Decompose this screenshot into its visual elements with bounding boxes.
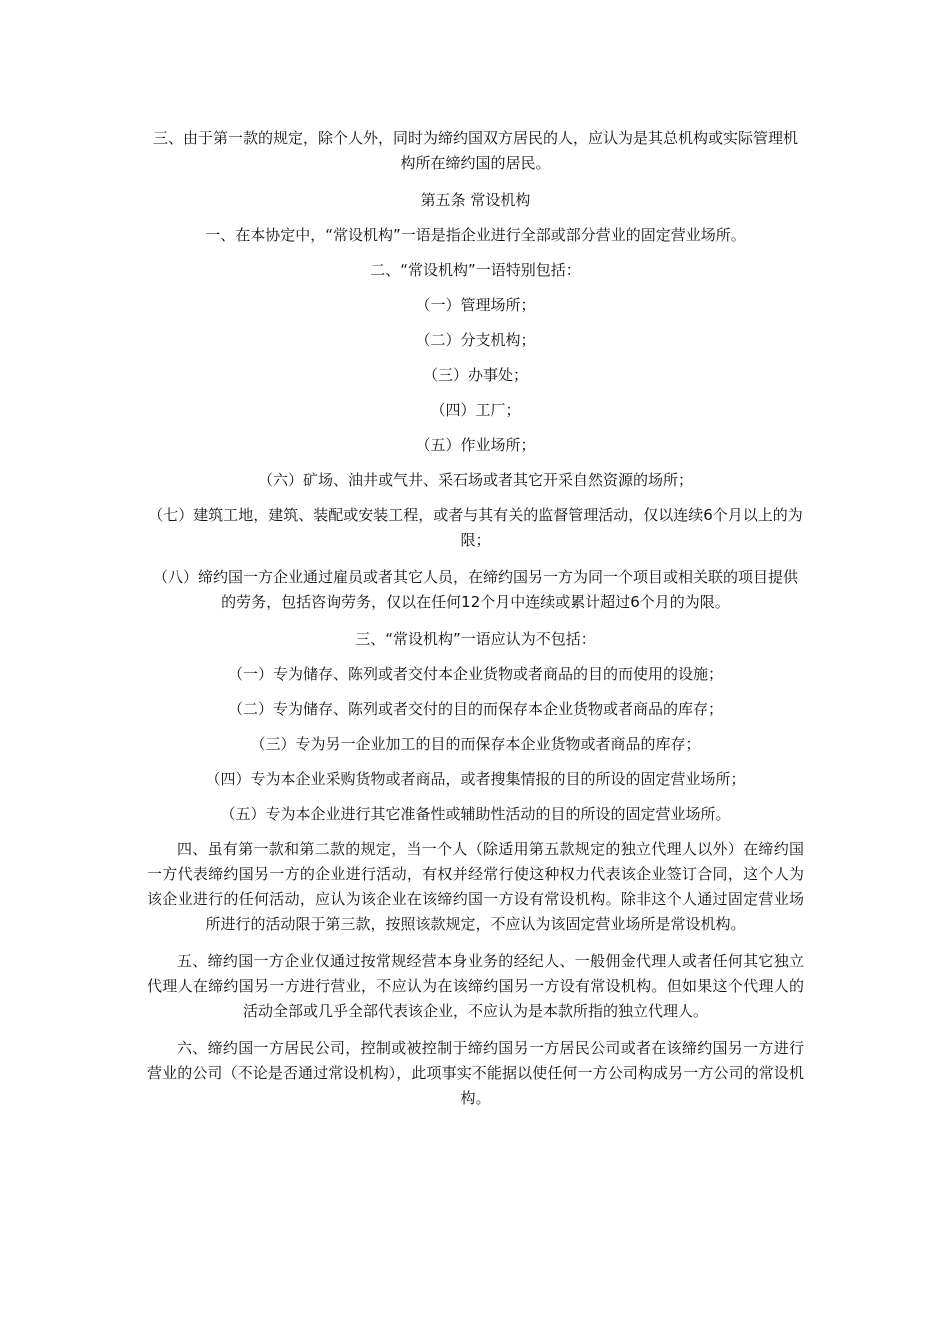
list-item-storage-stock: （二）专为储存、陈列或者交付的目的而保存本企业货物或者商品的库存； — [227, 700, 723, 718]
list-item-processing-stock: （三）专为另一企业加工的目的而保存本企业货物或者商品的库存； — [250, 735, 701, 753]
list-item-management-place: （一）管理场所； — [415, 296, 536, 314]
list-item-construction-site: （七）建筑工地，建筑、装配或安装工程，或者与其有关的监督管理活动，仅以连续6个月以上的为限； — [148, 506, 803, 549]
paragraph-pe-includes-heading: 二、“常设机构”一语特别包括： — [370, 261, 581, 279]
list-item-purchasing-place: （四）专为本企业采购货物或者商品，或者搜集情报的目的所设的固定营业场所； — [205, 770, 746, 788]
list-item-auxiliary-place: （五）专为本企业进行其它准备性或辅助性活动的目的所设的固定营业场所。 — [220, 805, 731, 823]
paragraph-dependent-agent: 四、虽有第一款和第二款的规定，当一个人（除适用第五款规定的独立代理人以外）在缔约国一方代表缔约国另一方的企业进行活动，有权并经常行使这种权力代表该企业签订合同，这个人为该企业进行的任何活动，应认为该企业在该缔约国一方设有常设机构。除非这个人通过固定营业场所进行的活动限于第三款，按照该款规定，不应认为该固定营业场所是常设机构。 — [147, 840, 804, 933]
list-item-storage-facility: （一）专为储存、陈列或者交付本企业货物或者商品的目的而使用的设施； — [227, 665, 723, 683]
paragraph-pe-definition: 一、在本协定中，“常设机构”一语是指企业进行全部或部分营业的固定营业场所。 — [205, 226, 746, 244]
paragraph-subsidiary: 六、缔约国一方居民公司，控制或被控制于缔约国另一方居民公司或者在该缔约国另一方进行营业的公司（不论是否通过常设机构），此项事实不能据以使任何一方公司构成另一方公司的常设机构。 — [147, 1039, 804, 1107]
paragraph-residence-clause-3: 三、由于第一款的规定，除个人外，同时为缔约国双方居民的人，应认为是其总机构或实际管理机构所在缔约国的居民。 — [152, 129, 798, 172]
list-item-services: （八）缔约国一方企业通过雇员或者其它人员，在缔约国另一方为同一个项目或相关联的项目提供的劳务，包括咨询劳务，仅以在任何12个月中连续或累计超过6个月的为限。 — [152, 568, 798, 611]
list-item-workshop: （五）作业场所； — [415, 436, 536, 454]
list-item-branch: （二）分支机构； — [415, 331, 536, 349]
list-item-factory: （四）工厂； — [430, 401, 521, 419]
article-5-heading: 第五条 常设机构 — [420, 191, 531, 209]
paragraph-pe-excludes-heading: 三、“常设机构”一语应认为不包括： — [355, 630, 596, 648]
list-item-mine: （六）矿场、油井或气井、采石场或者其它开采自然资源的场所； — [257, 471, 693, 489]
document-page — [147, 126, 804, 1123]
paragraph-independent-agent: 五、缔约国一方企业仅通过按常规经营本身业务的经纪人、一般佣金代理人或者任何其它独立代理人在缔约国另一方进行营业，不应认为在该缔约国另一方设有常设机构。但如果这个代理人的活动全部或几乎全部代表该企业，不应认为是本款所指的独立代理人。 — [147, 952, 804, 1020]
list-item-office: （三）办事处； — [422, 366, 528, 384]
